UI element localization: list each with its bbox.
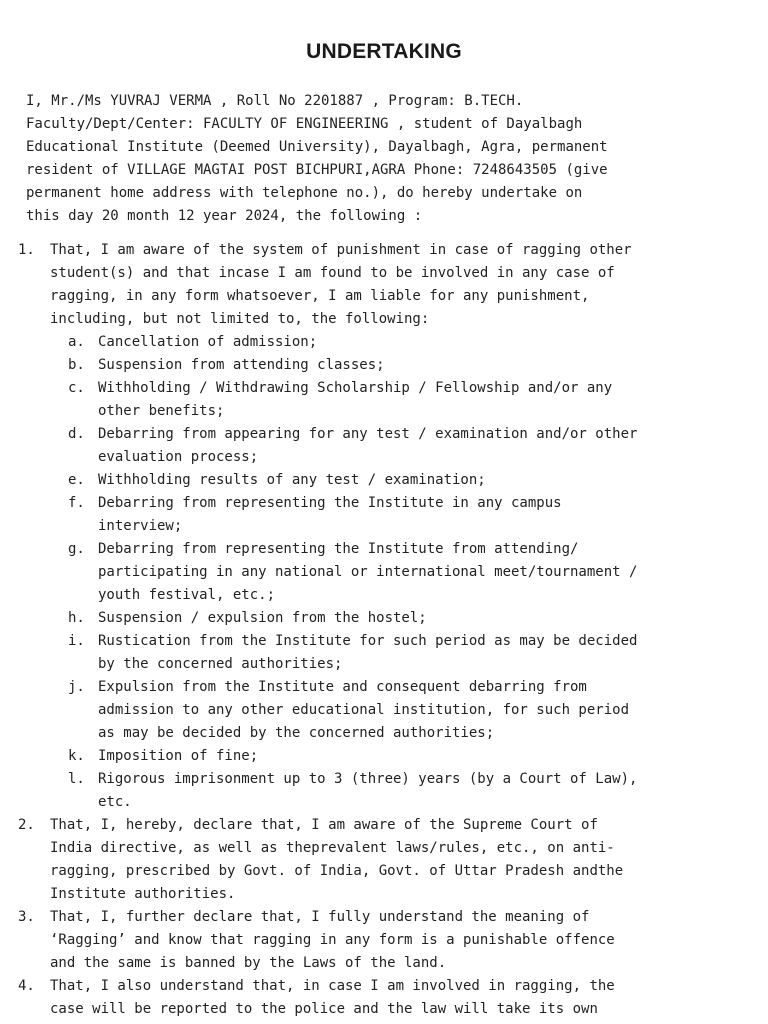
punishment-letter: h.	[68, 610, 85, 626]
punishment-item	[0, 676, 768, 745]
punishment-letter: c.	[68, 380, 85, 396]
punishment-line: Suspension / expulsion from the hostel;	[98, 610, 427, 626]
clause-line: That, I, hereby, declare that, I am aware of the Supreme Court of	[50, 817, 598, 833]
punishment-line: participating in any national or international meet/tournament /	[98, 564, 638, 580]
clause-item	[0, 975, 768, 1021]
punishment-item	[0, 469, 768, 492]
clause-line: ragging, prescribed by Govt. of India, Govt. of Uttar Pradesh andthe	[50, 863, 624, 879]
intro-line: this day 20 month 12 year 2024, the following :	[26, 208, 423, 224]
clause-line: That, I also understand that, in case I am involved in ragging, the	[50, 978, 615, 994]
punishment-line: Withholding results of any test / examination;	[98, 472, 486, 488]
punishment-item	[0, 745, 768, 768]
clause-line: student(s) and that incase I am found to be involved in any case of	[50, 265, 615, 281]
punishment-line: admission to any other educational institution, for such period	[98, 702, 630, 718]
intro-line: I, Mr./Ms YUVRAJ VERMA , Roll No 2201887 , Program: B.TECH.	[26, 93, 524, 109]
clause-number: 3.	[18, 909, 35, 925]
punishment-item	[0, 354, 768, 377]
punishment-item	[0, 630, 768, 676]
punishment-line: Rustication from the Institute for such period as may be decided	[98, 633, 638, 649]
clause-number: 2.	[18, 817, 35, 833]
clause-number: 4.	[18, 978, 35, 994]
intro-line: Faculty/Dept/Center: FACULTY OF ENGINEERING , student of Dayalbagh	[26, 116, 583, 132]
intro-line: resident of VILLAGE MAGTAI POST BICHPURI,AGRA Phone: 7248643505 (give	[26, 162, 608, 178]
punishment-line: Rigorous imprisonment up to 3 (three) years (by a Court of Law),	[98, 771, 638, 787]
clause-item	[0, 814, 768, 906]
clause-line: including, but not limited to, the following:	[50, 311, 430, 327]
punishment-letter: i.	[68, 633, 85, 649]
clause-line: case will be reported to the police and the law will take its own	[50, 1001, 598, 1017]
clause-line: That, I am aware of the system of punishment in case of ragging other	[50, 242, 632, 258]
punishment-line: other benefits;	[98, 403, 225, 419]
punishment-line: Debarring from representing the Institute from attending/	[98, 541, 579, 557]
punishment-line: interview;	[98, 518, 183, 534]
clause-number: 1.	[18, 242, 35, 258]
punishment-letter: b.	[68, 357, 85, 373]
punishment-line: etc.	[98, 794, 132, 810]
undertaking-clauses	[0, 239, 768, 1021]
punishment-item	[0, 423, 768, 469]
punishment-item	[0, 768, 768, 814]
punishment-line: as may be decided by the concerned authorities;	[98, 725, 495, 741]
punishment-item	[0, 607, 768, 630]
punishment-line: Debarring from representing the Institute in any campus	[98, 495, 562, 511]
punishment-letter: k.	[68, 748, 85, 764]
punishment-item	[0, 377, 768, 423]
punishment-letter: e.	[68, 472, 85, 488]
clause-item	[0, 906, 768, 975]
clause-line: India directive, as well as theprevalent laws/rules, etc., on anti-	[50, 840, 615, 856]
punishment-line: Debarring from appearing for any test / examination and/or other	[98, 426, 638, 442]
punishment-line: Suspension from attending classes;	[98, 357, 385, 373]
clause-line: and the same is banned by the Laws of the land.	[50, 955, 447, 971]
punishment-line: by the concerned authorities;	[98, 656, 343, 672]
clause-line: Institute authorities.	[50, 886, 236, 902]
punishment-letter: g.	[68, 541, 85, 557]
punishment-letter: a.	[68, 334, 85, 350]
punishment-item	[0, 331, 768, 354]
clause-line: ragging, in any form whatsoever, I am liable for any punishment,	[50, 288, 590, 304]
clause-item	[0, 239, 768, 814]
punishment-letter: d.	[68, 426, 85, 442]
punishment-item	[0, 538, 768, 607]
intro-paragraph	[26, 90, 766, 228]
intro-line: Educational Institute (Deemed University), Dayalbagh, Agra, permanent	[26, 139, 608, 155]
clause-line: ‘Ragging’ and know that ragging in any form is a punishable offence	[50, 932, 615, 948]
punishment-letter: j.	[68, 679, 85, 695]
clause-line: That, I, further declare that, I fully understand the meaning of	[50, 909, 590, 925]
punishment-item	[0, 492, 768, 538]
punishment-line: Imposition of fine;	[98, 748, 259, 764]
punishment-letter: l.	[68, 771, 85, 787]
punishment-line: Expulsion from the Institute and consequent debarring from	[98, 679, 587, 695]
intro-line: permanent home address with telephone no.), do hereby undertake on	[26, 185, 583, 201]
punishment-line: Cancellation of admission;	[98, 334, 318, 350]
punishment-letter: f.	[68, 495, 85, 511]
punishment-line: youth festival, etc.;	[98, 587, 276, 603]
punishment-line: evaluation process;	[98, 449, 259, 465]
document-title: UNDERTAKING	[306, 40, 462, 63]
punishment-line: Withholding / Withdrawing Scholarship / Fellowship and/or any	[98, 380, 613, 396]
